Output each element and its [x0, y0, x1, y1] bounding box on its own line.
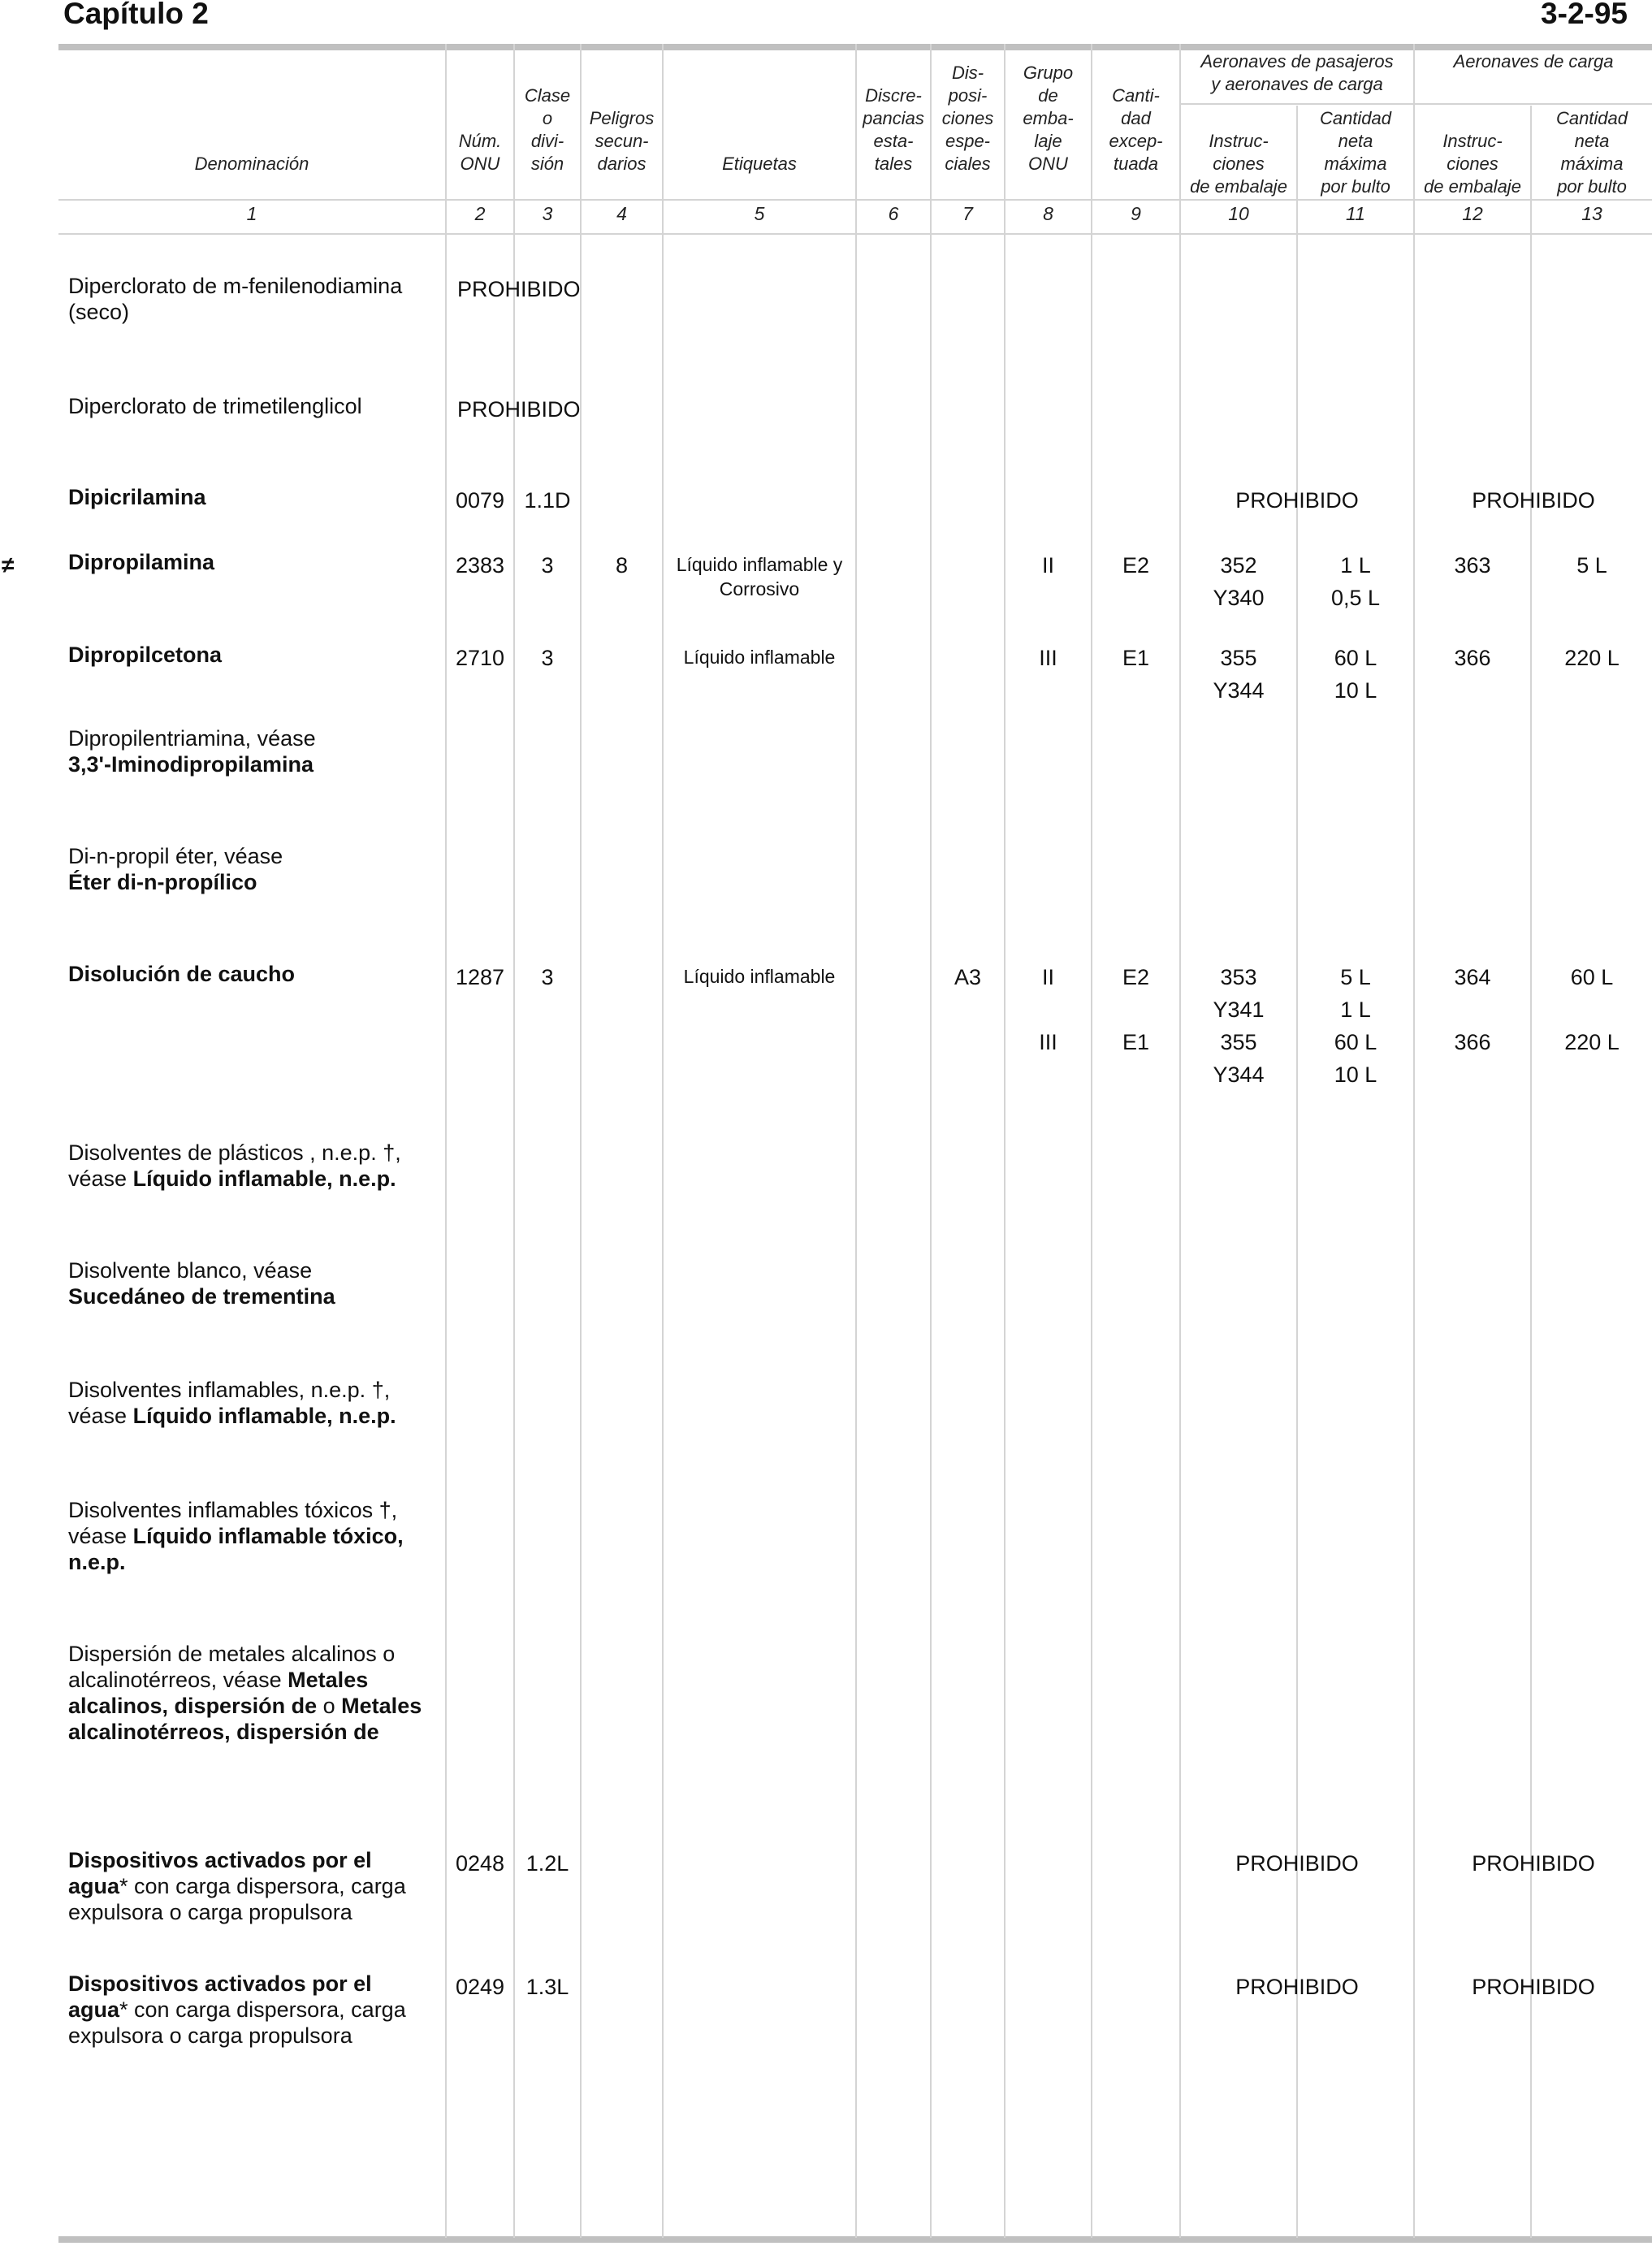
col-number: 7	[962, 203, 973, 224]
entry-reference	[68, 725, 450, 777]
class-division: 3	[541, 646, 554, 670]
entry-name-bold: agua	[68, 1874, 120, 1898]
hazard-label: Líquido inflamable	[683, 966, 836, 987]
packing-group: II	[1041, 965, 1054, 989]
col-divider	[1179, 44, 1181, 2238]
un-number: 0248	[455, 1851, 505, 1876]
class-division: 3	[541, 965, 554, 989]
col-number: 9	[1131, 203, 1141, 224]
col-header-num-onu: Núm. ONU	[458, 131, 502, 174]
col-divider	[1530, 106, 1532, 2238]
col-number: 2	[474, 203, 486, 224]
packing-instruction-cargo: 366	[1454, 646, 1491, 670]
col-divider	[1004, 44, 1005, 2238]
max-quantity: 10 L	[1334, 678, 1377, 703]
excepted-quantity: E1	[1122, 1030, 1150, 1054]
max-quantity: 1 L	[1340, 553, 1371, 578]
class-division: 1.1D	[524, 488, 571, 513]
hazard-label: Líquido inflamable	[683, 647, 836, 668]
un-number: 0079	[455, 488, 505, 513]
page-number: 3-2-95	[1541, 0, 1628, 30]
packing-instruction: Y341	[1213, 998, 1265, 1022]
packing-group: III	[1039, 646, 1057, 670]
col-header-group-pasajeros: Aeronaves de pasajeros y aeronaves de carga	[1200, 51, 1394, 94]
packing-group: II	[1041, 553, 1054, 578]
entry-reference	[68, 1140, 450, 1192]
max-quantity: 10 L	[1334, 1062, 1377, 1087]
entry-name: Di-n-propil éter, véase	[68, 844, 283, 868]
entry-name-rest: expulsora o carga propulsora	[68, 2023, 352, 2048]
change-marker: ≠	[2, 552, 15, 578]
max-quantity-cargo: 60 L	[1570, 965, 1614, 989]
status-text: PROHIBIDO	[457, 277, 581, 301]
status-pax: PROHIBIDO	[1235, 488, 1359, 513]
see-text: véase	[68, 1404, 128, 1428]
status-text: PROHIBIDO	[457, 397, 581, 422]
status-pax: PROHIBIDO	[1235, 1975, 1359, 1999]
col-header-peligros: Peligros secun- darios	[589, 108, 655, 174]
entry-name-bold: Dispositivos activados por el	[68, 1848, 372, 1872]
entry-name	[68, 1847, 450, 1925]
col-header-clase: Clase o divi- sión	[524, 85, 571, 174]
col-divider	[513, 44, 515, 2238]
col-header-instrucciones-2: Instruc- ciones de embalaje	[1424, 131, 1521, 197]
col-number: 12	[1462, 203, 1483, 224]
max-quantity-cargo: 220 L	[1564, 1030, 1620, 1054]
col-divider	[930, 44, 932, 2238]
entry-name: Dipropilamina	[68, 550, 215, 574]
status-cargo: PROHIBIDO	[1472, 1975, 1595, 1999]
status-cargo: PROHIBIDO	[1472, 1851, 1595, 1876]
entry-name-rest: expulsora o carga propulsora	[68, 1900, 352, 1924]
entry-name: Disolventes de plásticos , n.e.p. †,	[68, 1140, 401, 1165]
entry-name: Diperclorato de trimetilenglicol	[68, 394, 362, 418]
reference-link: alcalinos, dispersión de	[68, 1694, 318, 1718]
col-number: 11	[1346, 203, 1365, 224]
col-number: 10	[1228, 203, 1249, 224]
un-number: 2710	[455, 646, 505, 670]
reference-link: alcalinotérreos, dispersión de	[68, 1720, 379, 1744]
col-number: 8	[1043, 203, 1053, 224]
group-divider	[1179, 103, 1652, 105]
entry-name: Disolvente blanco, véase	[68, 1258, 313, 1283]
entry-name-rest: * con carga dispersora, carga	[119, 1997, 406, 2022]
max-quantity: 1 L	[1340, 998, 1371, 1022]
col-number: 5	[754, 203, 765, 224]
excepted-quantity: E2	[1122, 965, 1150, 989]
entry-reference	[68, 843, 450, 895]
col-number: 3	[542, 203, 553, 224]
excepted-quantity: E2	[1122, 553, 1150, 578]
reference-link: Líquido inflamable tóxico,	[132, 1524, 404, 1548]
class-division: 1.2L	[525, 1851, 569, 1876]
col-header-discrepancias: Discre- pancias esta- tales	[863, 85, 924, 174]
max-quantity: 5 L	[1340, 965, 1371, 989]
entry-name-rest: * con carga dispersora, carga	[119, 1874, 406, 1898]
excepted-quantity: E1	[1122, 646, 1150, 670]
packing-instruction: Y344	[1213, 1062, 1265, 1087]
reference-link: Metales	[288, 1668, 369, 1692]
col-header-grupo-embalaje: Grupo de emba- laje ONU	[1023, 63, 1074, 174]
packing-instruction: 355	[1220, 646, 1257, 670]
or-text: o	[322, 1694, 335, 1718]
col-divider	[1296, 106, 1298, 2238]
class-division: 1.3L	[525, 1975, 569, 1999]
entry-name	[68, 1971, 450, 2049]
entry-reference	[68, 1497, 450, 1575]
header-divider	[58, 199, 1652, 201]
chapter-title: Capítulo 2	[63, 0, 209, 30]
col-header-cantidad-exceptuada: Canti- dad excep- tuada	[1109, 85, 1163, 174]
see-text: véase	[68, 1524, 128, 1548]
reference-link: Éter di-n-propílico	[68, 870, 257, 894]
entry-name: Dipropilentriamina, véase	[68, 726, 316, 751]
col-divider	[1413, 44, 1415, 2238]
un-number: 0249	[455, 1975, 505, 1999]
packing-instruction: 355	[1220, 1030, 1257, 1054]
col-number: 13	[1581, 203, 1602, 224]
col-divider	[580, 44, 582, 2238]
entry-name: Dispersión de metales alcalinos o	[68, 1642, 396, 1666]
hazard-label: Líquido inflamable y Corrosivo	[676, 554, 843, 599]
entry-name: Disolventes inflamables, n.e.p. †,	[68, 1378, 391, 1402]
reference-link: Sucedáneo de trementina	[68, 1284, 335, 1309]
entry-reference	[68, 1257, 450, 1309]
entry-name: Dipicrilamina	[68, 485, 206, 509]
status-cargo: PROHIBIDO	[1472, 488, 1595, 513]
col-divider	[855, 44, 857, 2238]
max-quantity: 60 L	[1334, 1030, 1377, 1054]
col-number: 1	[246, 203, 257, 224]
packing-instruction: 353	[1220, 965, 1257, 989]
col-header-cantidad-1: Cantidad neta máxima por bulto	[1319, 108, 1392, 197]
packing-instruction: 352	[1220, 553, 1257, 578]
col-number: 6	[888, 203, 899, 224]
col-header-disposiciones: Dis- posi- ciones espe- ciales	[941, 63, 994, 174]
subsidiary-hazard: 8	[615, 553, 629, 578]
max-quantity: 0,5 L	[1330, 586, 1381, 610]
entry-name-bold: Dispositivos activados por el	[68, 1971, 372, 1996]
packing-instruction-cargo: 363	[1454, 553, 1491, 578]
max-quantity: 60 L	[1334, 646, 1377, 670]
max-quantity-cargo: 220 L	[1564, 646, 1620, 670]
entry-name: Disolventes inflamables tóxicos †,	[68, 1498, 398, 1522]
col-header-group-carga: Aeronaves de carga	[1453, 51, 1614, 71]
reference-link: Metales	[341, 1694, 422, 1718]
col-header-cantidad-2: Cantidad neta máxima por bulto	[1555, 108, 1628, 197]
see-text: véase	[68, 1166, 128, 1191]
status-pax: PROHIBIDO	[1235, 1851, 1359, 1876]
reference-link: 3,3'-Iminodipropilamina	[68, 752, 314, 777]
col-divider	[1091, 44, 1092, 2238]
un-number: 1287	[455, 965, 505, 989]
entry-name: Dipropilcetona	[68, 643, 223, 667]
reference-link: n.e.p.	[68, 1550, 126, 1574]
number-divider	[58, 233, 1652, 235]
col-number: 4	[616, 203, 627, 224]
col-header-denominacion: Denominación	[194, 154, 309, 174]
packing-instruction-cargo: 366	[1454, 1030, 1491, 1054]
packing-group: III	[1039, 1030, 1057, 1054]
entry-name-bold: agua	[68, 1997, 120, 2022]
col-header-etiquetas: Etiquetas	[722, 154, 797, 174]
packing-instruction-cargo: 364	[1454, 965, 1491, 989]
col-header-instrucciones-1: Instruc- ciones de embalaje	[1190, 131, 1287, 197]
un-number: 2383	[455, 553, 505, 578]
class-division: 3	[541, 553, 554, 578]
entry-reference	[68, 1641, 450, 1745]
packing-instruction: Y340	[1213, 586, 1265, 610]
entry-reference	[68, 1377, 450, 1429]
special-provision: A3	[954, 965, 982, 989]
entry-name: Diperclorato de m-fenilenodiamina (seco)	[68, 274, 403, 324]
reference-link: Líquido inflamable, n.e.p.	[132, 1166, 396, 1191]
col-divider	[662, 44, 664, 2238]
reference-link: Líquido inflamable, n.e.p.	[132, 1404, 396, 1428]
max-quantity-cargo: 5 L	[1576, 553, 1607, 578]
see-text: alcalinotérreos, véase	[68, 1668, 282, 1692]
packing-instruction: Y344	[1213, 678, 1265, 703]
entry-name: Disolución de caucho	[68, 962, 296, 986]
